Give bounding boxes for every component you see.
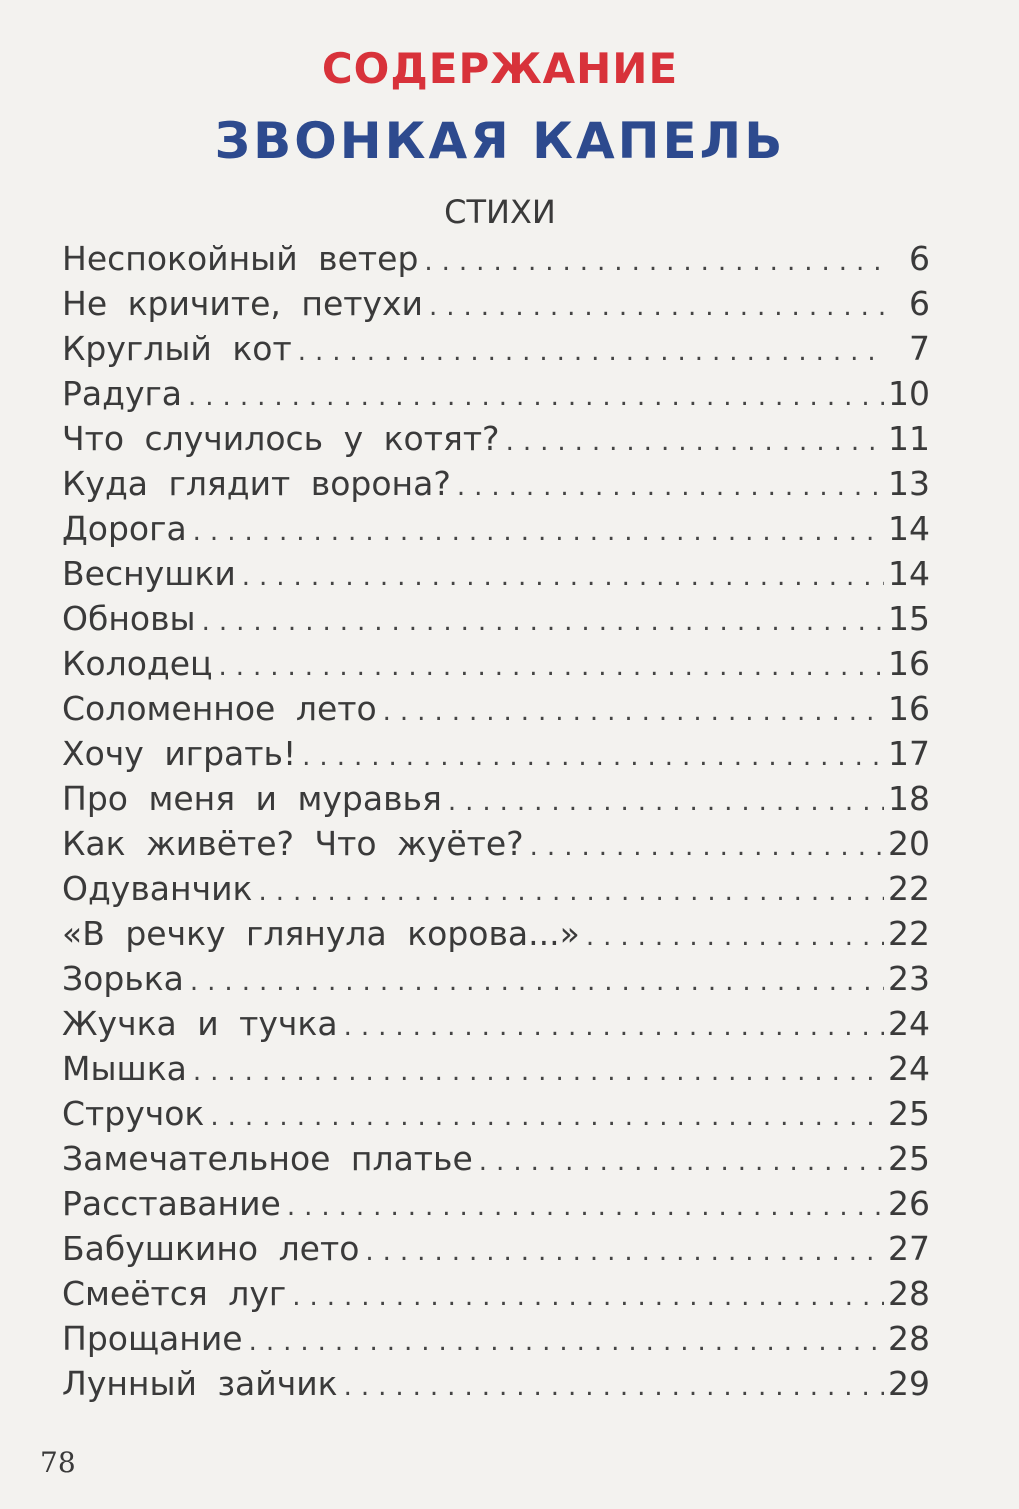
toc-dot-leader (202, 600, 884, 645)
toc-dot-leader (586, 915, 884, 960)
toc-dot-leader (193, 1050, 884, 1095)
toc-entry (62, 956, 930, 1001)
toc-dot-leader (298, 330, 886, 375)
toc-entry-title: Неспокойный ветер (62, 239, 419, 278)
toc-entry (62, 596, 930, 641)
toc-dot-leader (530, 825, 884, 870)
toc-entry (62, 461, 930, 506)
toc-entry-page: 6 (909, 239, 930, 278)
toc-entry (62, 506, 930, 551)
toc-entry-page: 28 (888, 1319, 930, 1358)
toc-entry-title: Одуванчик (62, 869, 253, 908)
toc-dot-leader (344, 1365, 884, 1410)
toc-entry-title: Хочу играть! (62, 734, 297, 773)
toc-entry-page: 29 (888, 1364, 930, 1403)
toc-entry-title: Замечательное платье (62, 1139, 473, 1178)
toc-dot-leader (479, 1140, 884, 1185)
toc-entry (62, 686, 930, 731)
toc-entry (62, 1316, 930, 1361)
page-number: 78 (40, 1446, 76, 1479)
toc-dot-leader (218, 645, 884, 690)
toc-entry-page: 13 (888, 464, 930, 503)
toc-entry-title: Зорька (62, 959, 184, 998)
book-title: ЗВОНКАЯ КАПЕЛЬ (214, 112, 786, 170)
toc-entry-title: Куда глядит ворона? (62, 464, 451, 503)
toc-entry-title: Радуга (62, 374, 183, 413)
toc-entry-title: Соломенное лето (62, 689, 377, 728)
toc-dot-leader (424, 240, 886, 285)
toc-entry-page: 24 (888, 1004, 930, 1043)
toc-entry-title: Про меня и муравья (62, 779, 442, 818)
toc-entry-title: Круглый кот (62, 329, 292, 368)
toc-entry-page: 11 (888, 419, 930, 458)
toc-dot-leader (344, 1005, 884, 1050)
toc-entry (62, 821, 930, 866)
toc-entry-title: Обновы (62, 599, 196, 638)
toc-entry-title: «В речку глянула корова...» (62, 914, 580, 953)
toc-dot-leader (210, 1095, 884, 1140)
toc-dot-leader (448, 780, 884, 825)
toc-entry-page: 23 (888, 959, 930, 998)
toc-dot-leader (429, 285, 886, 330)
toc-entry-title: Что случилось у котят? (62, 419, 500, 458)
toc-dot-leader (190, 960, 884, 1005)
toc-entry-page: 27 (888, 1229, 930, 1268)
toc-entry (62, 1226, 930, 1271)
toc-entry-page: 18 (888, 779, 930, 818)
toc-dot-leader (258, 870, 884, 915)
toc-entry (62, 236, 930, 281)
toc-entry-title: Мышка (62, 1049, 187, 1088)
toc-entry-title: Как живёте? Что жуёте? (62, 824, 524, 863)
toc-entry-page: 20 (888, 824, 930, 863)
toc-entry-page: 14 (888, 509, 930, 548)
toc-dot-leader (457, 465, 884, 510)
toc-entry-page: 10 (888, 374, 930, 413)
toc-entry-page: 22 (888, 914, 930, 953)
toc-dot-leader (365, 1230, 884, 1275)
toc-entry-title: Жучка и тучка (62, 1004, 338, 1043)
toc-entry-title: Стручок (62, 1094, 205, 1133)
toc-dot-leader (193, 510, 884, 555)
contents-title: СОДЕРЖАНИЕ (321, 44, 679, 93)
toc-entry-title: Расставание (62, 1184, 281, 1223)
toc-entry-page: 26 (888, 1184, 930, 1223)
toc-entry-title: Дорога (62, 509, 187, 548)
toc-entry (62, 1046, 930, 1091)
toc-entry (62, 911, 930, 956)
toc-entry (62, 1361, 930, 1406)
toc-entry (62, 1271, 930, 1316)
toc-entry-page: 14 (888, 554, 930, 593)
toc-entry (62, 1136, 930, 1181)
toc-entry (62, 371, 930, 416)
toc-entry-page: 24 (888, 1049, 930, 1088)
toc-entry-page: 7 (909, 329, 930, 368)
toc-entry-page: 17 (888, 734, 930, 773)
toc-dot-leader (287, 1185, 884, 1230)
toc-entry-title: Колодец (62, 644, 213, 683)
toc-entry-page: 6 (909, 284, 930, 323)
toc-entry-title: Прощание (62, 1319, 243, 1358)
toc-dot-leader (249, 1320, 884, 1365)
toc-entry (62, 866, 930, 911)
toc-dot-leader (506, 420, 884, 465)
table-of-contents (62, 236, 930, 1406)
toc-dot-leader (292, 1275, 884, 1320)
toc-entry (62, 281, 930, 326)
toc-entry-page: 16 (888, 689, 930, 728)
toc-entry-page: 25 (888, 1094, 930, 1133)
toc-entry-title: Лунный зайчик (62, 1364, 338, 1403)
toc-entry-title: Веснушки (62, 554, 236, 593)
toc-entry-page: 22 (888, 869, 930, 908)
section-label: СТИХИ (444, 193, 556, 231)
toc-entry (62, 1091, 930, 1136)
toc-entry-page: 15 (888, 599, 930, 638)
toc-entry (62, 731, 930, 776)
toc-entry (62, 551, 930, 596)
toc-entry-page: 28 (888, 1274, 930, 1313)
toc-entry (62, 326, 930, 371)
toc-dot-leader (383, 690, 884, 735)
toc-entry (62, 776, 930, 821)
toc-entry-title: Смеётся луг (62, 1274, 287, 1313)
toc-entry-page: 25 (888, 1139, 930, 1178)
toc-dot-leader (188, 375, 884, 420)
toc-dot-leader (302, 735, 884, 780)
toc-entry-title: Не кричите, петухи (62, 284, 423, 323)
toc-entry (62, 641, 930, 686)
toc-entry (62, 1181, 930, 1226)
toc-dot-leader (242, 555, 884, 600)
toc-entry (62, 416, 930, 461)
toc-entry (62, 1001, 930, 1046)
toc-entry-page: 16 (888, 644, 930, 683)
toc-entry-title: Бабушкино лето (62, 1229, 360, 1268)
